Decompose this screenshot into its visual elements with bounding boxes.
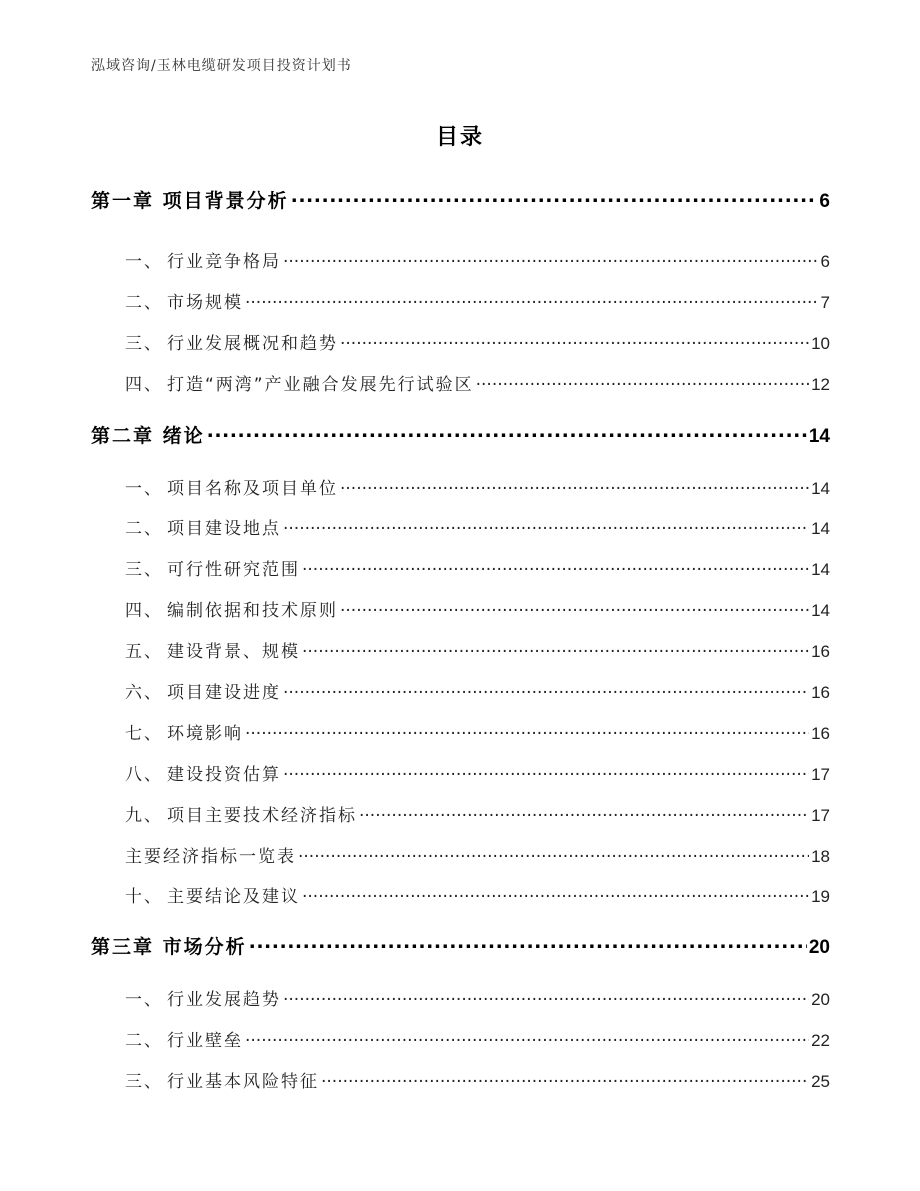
toc-entry-label: 第二章 绪论	[91, 425, 205, 447]
dot-leader	[245, 291, 819, 308]
dot-leader	[359, 804, 809, 821]
toc-entry-number: 二、	[125, 519, 163, 539]
toc-page-number: 17	[811, 806, 830, 825]
toc-page-number: 7	[820, 293, 830, 312]
toc-entry-label: 项目建设进度	[167, 683, 281, 703]
toc-entry-number: 一、	[125, 252, 163, 272]
dot-leader	[283, 681, 809, 698]
toc-entry-label: 行业竞争格局	[167, 252, 281, 272]
toc-entry-number: 一、	[125, 990, 163, 1010]
dot-leader	[298, 845, 809, 862]
dot-leader	[302, 558, 809, 575]
dot-leader	[476, 373, 809, 390]
toc-entry-label: 第三章 市场分析	[91, 936, 247, 958]
toc-section-2-7[interactable]	[125, 719, 830, 744]
toc-page-number: 6	[819, 191, 830, 212]
toc-entry-number: 三、	[125, 560, 163, 580]
toc-entry-label: 市场规模	[167, 293, 243, 313]
toc-page-number: 20	[811, 990, 830, 1009]
toc-entry-number: 三、	[125, 1072, 163, 1092]
toc-section-1-3[interactable]	[125, 329, 830, 354]
toc-entry-number: 三、	[125, 334, 163, 354]
toc-entry-label: 建设投资估算	[167, 765, 281, 785]
toc-entry-label: 可行性研究范围	[167, 560, 300, 580]
toc-entry-number: 十、	[125, 887, 163, 907]
toc-section-2-10[interactable]	[125, 882, 830, 907]
toc-entry-number: 二、	[125, 293, 163, 313]
toc-chapter-2[interactable]	[91, 421, 830, 448]
toc-section-2-2[interactable]	[125, 514, 830, 539]
toc-entry-number: 二、	[125, 1031, 163, 1051]
dot-leader	[302, 885, 809, 902]
toc-page-number: 20	[808, 937, 830, 958]
toc-entry-label: 行业基本风险特征	[167, 1072, 319, 1092]
toc-section-3-3[interactable]	[125, 1067, 830, 1092]
toc-section-2-5[interactable]	[125, 637, 830, 662]
dot-leader	[283, 517, 809, 534]
toc-entry-number: 九、	[125, 806, 163, 826]
toc-page-number: 22	[811, 1031, 830, 1050]
toc-section-1-2[interactable]	[125, 288, 830, 313]
toc-entry-label: 项目名称及项目单位	[167, 479, 338, 499]
toc-page-number: 16	[811, 642, 830, 661]
toc-chapter-1[interactable]	[91, 186, 830, 213]
toc-entry-label: 项目建设地点	[167, 519, 281, 539]
toc-section-2-9[interactable]	[125, 801, 830, 826]
toc-section-1-1[interactable]	[125, 247, 830, 272]
toc-entry-number: 四、	[125, 375, 163, 395]
toc-table-economic-indicators[interactable]	[125, 842, 830, 867]
dot-leader	[245, 722, 809, 739]
toc-page-number: 14	[808, 426, 830, 447]
toc-section-2-6[interactable]	[125, 678, 830, 703]
dot-leader	[283, 988, 809, 1005]
toc-page-number: 14	[811, 601, 830, 620]
toc-entry-label: 打造“两湾”产业融合发展先行试验区	[167, 375, 474, 395]
toc-section-2-8[interactable]	[125, 760, 830, 785]
toc-section-3-2[interactable]	[125, 1026, 830, 1051]
dot-leader	[249, 934, 807, 953]
toc-section-3-1[interactable]	[125, 985, 830, 1010]
toc-entry-label: 第一章 项目背景分析	[91, 190, 289, 212]
toc-section-2-1[interactable]	[125, 474, 830, 499]
toc-section-2-4[interactable]	[125, 596, 830, 621]
toc-entry-number: 四、	[125, 601, 163, 621]
toc-entry-label: 行业发展趋势	[167, 990, 281, 1010]
dot-leader	[245, 1029, 809, 1046]
toc-chapter-3[interactable]	[91, 932, 830, 959]
toc-page-number: 10	[811, 334, 830, 353]
dot-leader	[340, 477, 809, 494]
toc-entry-label: 编制依据和技术原则	[167, 601, 338, 621]
toc-page-number: 16	[811, 724, 830, 743]
toc-entry-number: 一、	[125, 479, 163, 499]
toc-entry-label: 环境影响	[167, 724, 243, 744]
toc-entry-label: 项目主要技术经济指标	[167, 806, 357, 826]
toc-entry-label: 行业发展概况和趋势	[167, 334, 338, 354]
toc-page-number: 16	[811, 683, 830, 702]
page-header: 泓域咨询/玉林电缆研发项目投资计划书	[91, 58, 352, 74]
toc-entry-number: 七、	[125, 724, 163, 744]
toc-entry-number: 六、	[125, 683, 163, 703]
toc-page-number: 12	[811, 375, 830, 394]
toc-page-number: 6	[820, 252, 830, 271]
toc-entry-number: 八、	[125, 765, 163, 785]
dot-leader	[207, 423, 807, 442]
toc-section-2-3[interactable]	[125, 555, 830, 580]
dot-leader	[302, 640, 809, 657]
dot-leader	[291, 188, 818, 207]
toc-entry-number: 五、	[125, 642, 163, 662]
toc-entry-label: 主要结论及建议	[167, 887, 300, 907]
toc-section-1-4[interactable]	[125, 370, 830, 395]
toc-page-number: 14	[811, 519, 830, 538]
dot-leader	[283, 763, 809, 780]
toc-page-number: 18	[811, 847, 830, 866]
toc-entry-label: 建设背景、规模	[167, 642, 300, 662]
dot-leader	[283, 250, 819, 267]
dot-leader	[321, 1070, 809, 1087]
toc-page-number: 19	[811, 887, 830, 906]
dot-leader	[340, 332, 809, 349]
toc-entry-label: 行业壁垒	[167, 1031, 243, 1051]
toc-page-number: 14	[811, 560, 830, 579]
toc-page-number: 17	[811, 765, 830, 784]
toc-title: 目录	[435, 125, 484, 150]
toc-page-number: 25	[811, 1072, 830, 1091]
toc-page-number: 14	[811, 479, 830, 498]
dot-leader	[340, 599, 809, 616]
toc-entry-label: 主要经济指标一览表	[125, 847, 296, 867]
